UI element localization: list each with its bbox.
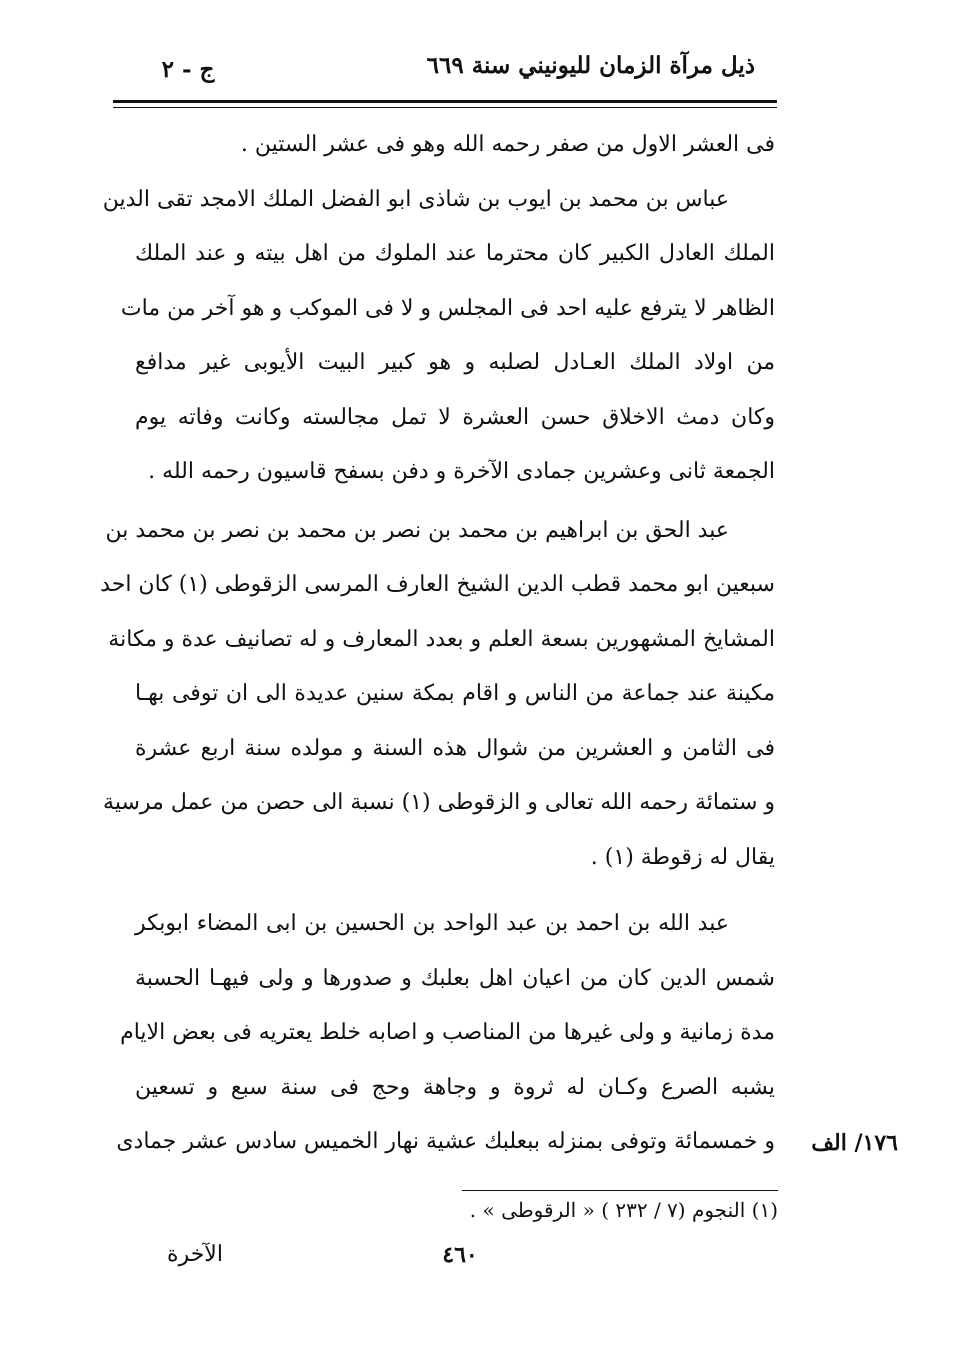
folio-margin-note: ١٧٦/ الف — [811, 1130, 898, 1156]
catchword: الآخرة — [167, 1242, 223, 1267]
header-rule-thick — [113, 100, 777, 103]
text-line: الملك العادل الكبير كان محترما عند الملوك من اهل بيته و عند الملك — [135, 241, 775, 266]
entry-first-line: عبد الحق بن ابراهيم بن محمد بن نصر بن محمد بن نصر بن محمد بن — [105, 517, 729, 543]
text-line: شمس الدين كان من اعيان اهل بعلبك و صدورها و ولى فيهـا الحسبة — [135, 965, 775, 991]
entry-first-line: عباس بن محمد بن ايوب بن شاذى ابو الفضل الملك الامجد تقى الدين — [102, 186, 729, 212]
footnote: (١) النجوم (٧ / ٢٣٢ ) « الرقوطى » . — [469, 1198, 778, 1222]
text-line: فى الثامن و العشرين من شوال هذه السنة و مولده سنة اربع عشرة — [135, 735, 775, 761]
text-line: يقال له زقوطة (١) . — [590, 844, 775, 870]
text-line: فى العشر الاول من صفر رحمه الله وهو فى عشر الستين . — [240, 132, 775, 157]
entry-first-line: عبد الله بن احمد بن عبد الواحد بن الحسين بن ابى المضاء ابوبكر — [135, 911, 729, 936]
footnote-rule — [462, 1190, 778, 1191]
text-line: مكينة عند جماعة من الناس و اقام بمكة سنين عديدة الى ان توفى بهـا — [135, 681, 775, 706]
header-rule-thin — [113, 107, 777, 108]
text-line: الظاهر لا يترفع عليه احد فى المجلس و لا فى الموكب و هو آخر من مات — [120, 295, 775, 321]
text-line: و خمسمائة وتوفى بمنزله ببعلبك عشية نهار الخميس سادس عشر جمادى — [116, 1129, 775, 1154]
text-line: سبعين ابو محمد قطب الدين الشيخ العارف المرسى الزقوطى (١) كان احد — [100, 572, 775, 597]
text-line: الجمعة ثانى وعشرين جمادى الآخرة و دفن بسفح قاسيون رحمه الله . — [148, 459, 775, 484]
text-line: المشايخ المشهورين بسعة العلم و بعدد المعارف و له تصانيف عدة و مكانة — [108, 626, 775, 652]
text-line: وكان دمث الاخلاق حسن العشرة لا تمل مجالسته وكانت وفاته يوم — [135, 404, 775, 430]
text-line: يشبه الصرع وكـان له ثروة و وجاهة وحج فى سنة سبع و تسعين — [135, 1074, 775, 1100]
page-number: ٤٦٠ — [442, 1242, 478, 1268]
text-line: من اولاد الملك العـادل لصلبه و هو كبير البيت الأيوبى غير مدافع — [135, 350, 775, 375]
body-text — [100, 118, 775, 1170]
text-line: و ستمائة رحمه الله تعالى و الزقوطى (١) نسبة الى حصن من عمل مرسية — [103, 790, 775, 815]
text-line: مدة زمانية و ولى غيرها من المناصب و اصابه خلط يعتريه فى بعض الايام — [120, 1020, 775, 1045]
running-title: ذيل مرآة الزمان لليونيني سنة ٦٦٩ — [426, 52, 755, 79]
volume-mark: ج - ٢ — [161, 56, 215, 83]
